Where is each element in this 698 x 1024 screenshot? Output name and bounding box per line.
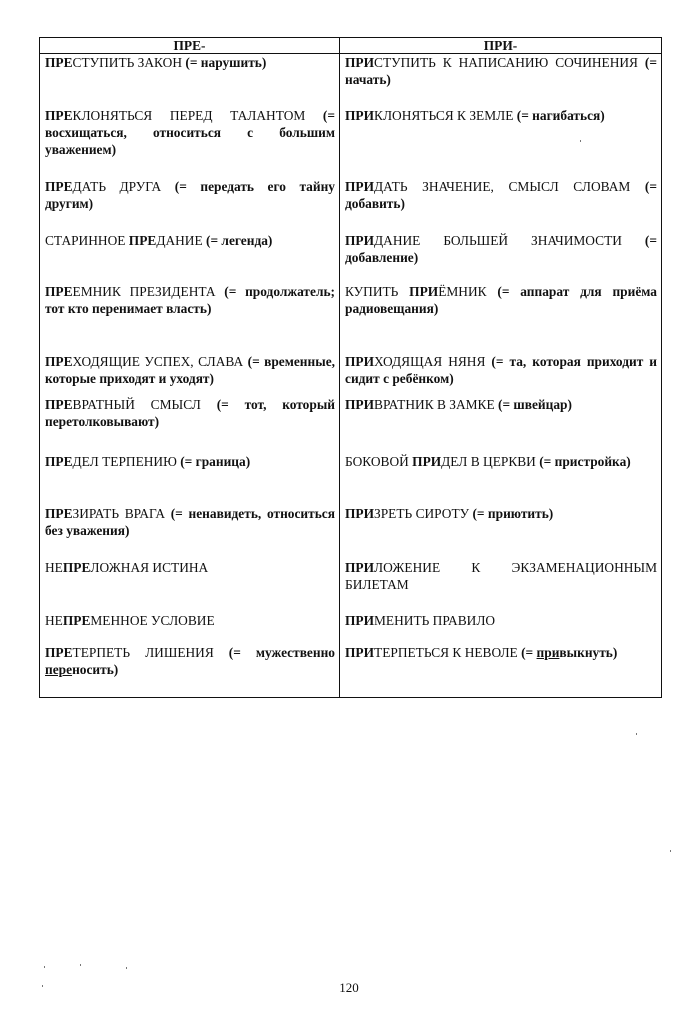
table-row bbox=[40, 353, 662, 396]
bold-text: ПРИ bbox=[412, 454, 442, 469]
cell-pri bbox=[340, 178, 662, 232]
scan-speck bbox=[670, 850, 671, 852]
cell-pre bbox=[40, 178, 340, 232]
bold-text: (= нагибаться) bbox=[516, 108, 605, 123]
text: ВРАТНИК В ЗАМКЕ bbox=[374, 397, 498, 412]
cell-pri bbox=[340, 559, 662, 612]
bold-text: ПРЕ bbox=[62, 560, 91, 575]
text: КЛОНЯТЬСЯ ПЕРЕД ТАЛАНТОМ bbox=[72, 108, 323, 123]
bold-text: (= тот, который перетолковывают) bbox=[45, 397, 335, 429]
bold-text: ПРЕ bbox=[45, 397, 73, 412]
text: ДАТЬ ДРУГА bbox=[72, 179, 175, 194]
bold-text: носить) bbox=[72, 662, 119, 677]
text: ХОДЯЩИЕ УСПЕХ, СЛАВА bbox=[72, 354, 248, 369]
bold-text: (= граница) bbox=[180, 454, 251, 469]
text: ЕМНИК ПРЕЗИДЕНТА bbox=[72, 284, 225, 299]
text: КУПИТЬ bbox=[345, 284, 410, 299]
table-row bbox=[40, 453, 662, 505]
bold-text: ПРЕ bbox=[45, 645, 73, 660]
scan-speck bbox=[580, 140, 581, 142]
cell-pri bbox=[340, 396, 662, 453]
header-pri: ПРИ- bbox=[340, 38, 662, 54]
scan-speck bbox=[42, 985, 43, 987]
table-row bbox=[40, 178, 662, 232]
text: ЛОЖНАЯ ИСТИНА bbox=[90, 560, 209, 575]
bold-text: ПРИ bbox=[345, 560, 375, 575]
cell-pre bbox=[40, 612, 340, 644]
bold-text: (= bbox=[521, 645, 537, 660]
bold-text: ПРИ bbox=[345, 55, 375, 70]
cell-pre bbox=[40, 353, 340, 396]
bold-text: (= швейцар) bbox=[498, 397, 572, 412]
cell-pre bbox=[40, 54, 340, 108]
cell-pri bbox=[340, 353, 662, 396]
text: ДАНИЕ bbox=[156, 233, 206, 248]
text: ЁМНИК bbox=[438, 284, 498, 299]
bold-text: ПРЕ bbox=[45, 179, 73, 194]
bold-text: (= ненавидеть, относиться без уважения) bbox=[45, 506, 335, 538]
cell-pre bbox=[40, 107, 340, 178]
table-row bbox=[40, 644, 662, 698]
cell-pri bbox=[340, 107, 662, 178]
bold-text: ПРИ bbox=[345, 506, 375, 521]
bold-text: ПРЕ bbox=[45, 506, 73, 521]
bold-text: выкнуть) bbox=[559, 645, 618, 660]
bold-text: ПРЕ bbox=[45, 354, 73, 369]
prefix-comparison-table bbox=[39, 37, 662, 698]
cell-pri bbox=[340, 505, 662, 559]
text: СТУПИТЬ К НАПИСАНИЮ СОЧИНЕНИЯ bbox=[374, 55, 645, 70]
text: ДЕЛ ТЕРПЕНИЮ bbox=[72, 454, 181, 469]
bold-text: ПРИ bbox=[345, 108, 375, 123]
bold-text: ПРИ bbox=[345, 179, 375, 194]
bold-text: (= временные, которые приходят и уходят) bbox=[45, 354, 335, 386]
cell-pre bbox=[40, 644, 340, 698]
cell-pri bbox=[340, 644, 662, 698]
bold-text: ПРИ bbox=[345, 354, 375, 369]
bold-text: ПРЕ bbox=[45, 108, 73, 123]
header-pre: ПРЕ- bbox=[40, 38, 340, 54]
cell-pri bbox=[340, 232, 662, 283]
table-row bbox=[40, 107, 662, 178]
bold-text bbox=[45, 662, 72, 677]
scan-speck bbox=[44, 966, 45, 968]
text: НЕ bbox=[45, 560, 63, 575]
page-number: 120 bbox=[339, 980, 359, 995]
bold-text: (= аппарат для приёма радиовещания) bbox=[345, 284, 657, 316]
text: ДАТЬ ЗНАЧЕНИЕ, СМЫСЛ СЛОВАМ bbox=[374, 179, 645, 194]
bold-text bbox=[537, 645, 560, 660]
text: МЕННОЕ УСЛОВИЕ bbox=[90, 613, 215, 628]
text: ЗИРАТЬ ВРАГА bbox=[72, 506, 171, 521]
bold-text: ПРЕ bbox=[45, 284, 73, 299]
cell-pre bbox=[40, 232, 340, 283]
cell-pri bbox=[340, 54, 662, 108]
scan-speck bbox=[636, 733, 637, 735]
table-row bbox=[40, 54, 662, 108]
cell-pri bbox=[340, 612, 662, 644]
bold-text: ПРИ bbox=[409, 284, 439, 299]
table-row bbox=[40, 505, 662, 559]
table-body bbox=[40, 54, 662, 698]
bold-text: (= передать его тайну другим) bbox=[45, 179, 335, 211]
cell-pri bbox=[340, 453, 662, 505]
text: СТУПИТЬ ЗАКОН bbox=[72, 55, 186, 70]
cell-pre bbox=[40, 559, 340, 612]
bold-text: ПРЕ bbox=[45, 55, 73, 70]
text: ВРАТНЫЙ СМЫСЛ bbox=[72, 397, 217, 412]
text: БОКОВОЙ bbox=[345, 454, 413, 469]
bold-text: ПРИ bbox=[345, 233, 375, 248]
bold-text: (= добавить) bbox=[345, 179, 657, 211]
cell-pre bbox=[40, 283, 340, 353]
bold-text: (= пристройка) bbox=[539, 454, 631, 469]
bold-text: (= приютить) bbox=[472, 506, 554, 521]
table-row bbox=[40, 283, 662, 353]
text: МЕНИТЬ ПРАВИЛО bbox=[374, 613, 496, 628]
bold-text: (= та, которая приходит и сидит с ребёнком) bbox=[345, 354, 657, 386]
cell-pre bbox=[40, 505, 340, 559]
bold-text: (= нарушить) bbox=[185, 55, 267, 70]
text: ХОДЯЩАЯ НЯНЯ bbox=[374, 354, 492, 369]
bold-text: (= восхищаться, относиться с большим уважением) bbox=[45, 108, 335, 157]
bold-text: ПРЕ bbox=[128, 233, 157, 248]
scan-speck bbox=[126, 967, 127, 969]
text: ДЕЛ В ЦЕРКВИ bbox=[441, 454, 540, 469]
text: ТЕРПЕТЬСЯ К НЕВОЛЕ bbox=[374, 645, 522, 660]
table-row bbox=[40, 232, 662, 283]
text: ЗРЕТЬ СИРОТУ bbox=[374, 506, 473, 521]
bold-text: ПРИ bbox=[345, 645, 375, 660]
bold-text: ПРЕ bbox=[62, 613, 91, 628]
bold-text: (= продолжатель; тот кто перенимает власть) bbox=[45, 284, 335, 316]
table-row bbox=[40, 612, 662, 644]
bold-text: (= легенда) bbox=[206, 233, 273, 248]
bold-text: ПРИ bbox=[345, 397, 375, 412]
text: КЛОНЯТЬСЯ К ЗЕМЛЕ bbox=[374, 108, 517, 123]
table-row bbox=[40, 396, 662, 453]
bold-text: (= начать) bbox=[345, 55, 657, 87]
cell-pri bbox=[340, 283, 662, 353]
text: ТЕРПЕТЬ ЛИШЕНИЯ bbox=[72, 645, 229, 660]
bold-text: (= добавление) bbox=[345, 233, 657, 265]
text: НЕ bbox=[45, 613, 63, 628]
bold-text: ПРЕ bbox=[45, 454, 73, 469]
text: ЛОЖЕНИЕ К ЭКЗАМЕНАЦИОННЫМ БИЛЕТАМ bbox=[345, 560, 657, 592]
underlined-text: при bbox=[536, 645, 560, 660]
table-header-row bbox=[40, 38, 662, 54]
scan-speck bbox=[80, 964, 81, 966]
table-row bbox=[40, 559, 662, 612]
text: ДАНИЕ БОЛЬШЕЙ ЗНАЧИМОСТИ bbox=[374, 233, 645, 248]
cell-pre bbox=[40, 453, 340, 505]
bold-text: ПРИ bbox=[345, 613, 375, 628]
text: СТАРИННОЕ bbox=[45, 233, 129, 248]
cell-pre bbox=[40, 396, 340, 453]
bold-text: (= мужественно bbox=[228, 645, 335, 660]
underlined-text: пере bbox=[45, 662, 73, 677]
